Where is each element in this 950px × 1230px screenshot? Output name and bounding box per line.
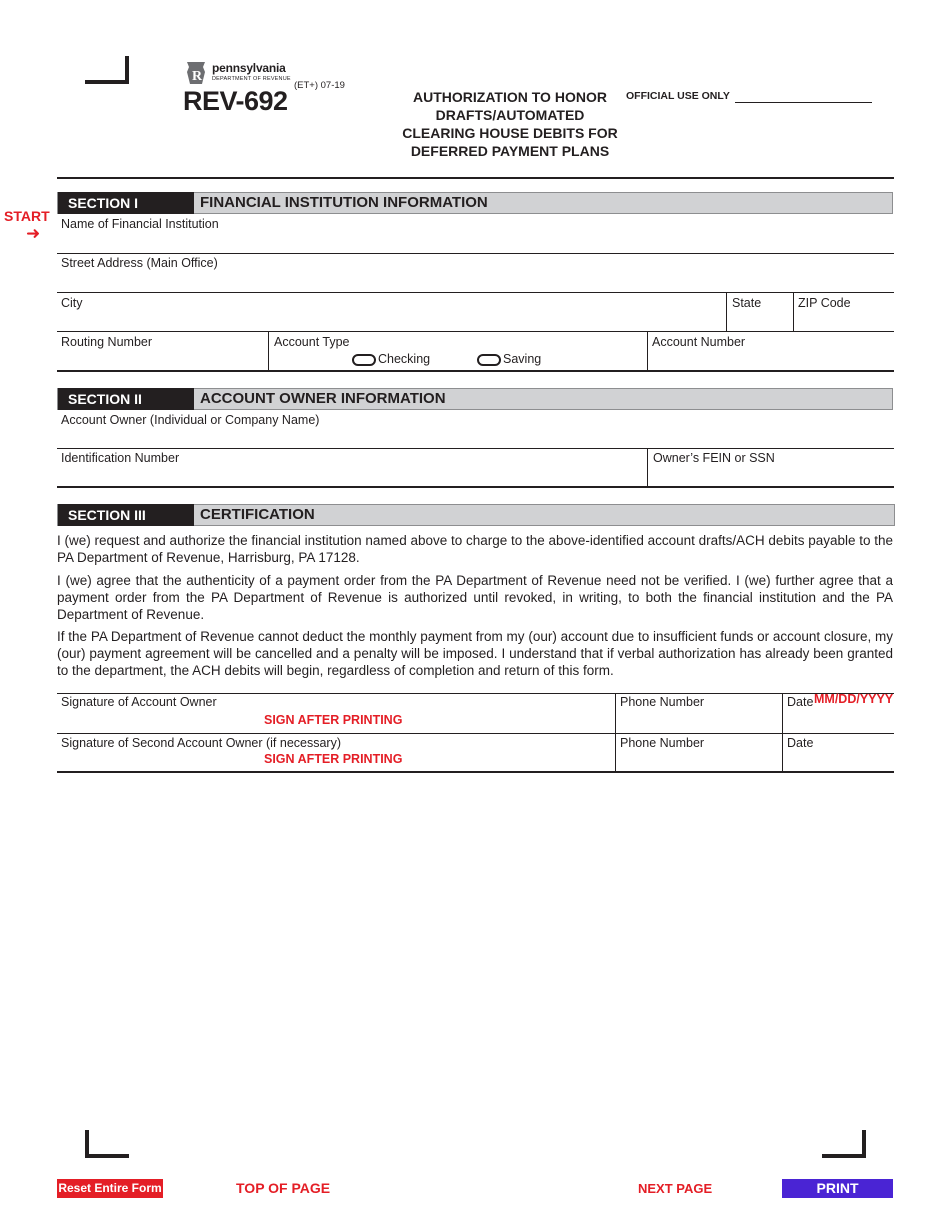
form-version: (ET+) 07-19 xyxy=(294,80,345,91)
fein-ssn-input[interactable] xyxy=(648,466,893,486)
sign-after-printing-note: SIGN AFTER PRINTING xyxy=(264,752,403,766)
title-line: AUTHORIZATION TO HONOR xyxy=(413,89,607,105)
certification-paragraph-2: I (we) agree that the authenticity of a payment order from the PA Department of Revenue need not be verified. I (we) further agree that a payment order from the PA Department of Revenue is authorized until revoked, in writing, to both the financial institution and the PA Department of Revenue. xyxy=(57,573,893,622)
street-address-input[interactable] xyxy=(57,271,893,292)
account-number-input[interactable] xyxy=(648,350,893,370)
city-label: City xyxy=(61,296,83,310)
keystone-icon xyxy=(185,60,207,86)
section-2-header xyxy=(57,388,893,410)
print-button[interactable]: PRINT xyxy=(782,1179,893,1198)
phone-number-input[interactable] xyxy=(616,710,781,732)
saving-radio[interactable] xyxy=(477,354,501,366)
fein-ssn-label: Owner’s FEIN or SSN xyxy=(653,451,775,465)
date-label: Date xyxy=(787,695,814,709)
start-arrow-icon: ➜ xyxy=(26,224,41,243)
divider xyxy=(57,486,894,488)
official-use-label: OFFICIAL USE ONLY xyxy=(626,90,730,102)
identification-number-input[interactable] xyxy=(57,466,647,486)
identification-number-label: Identification Number xyxy=(61,451,180,465)
next-page-link[interactable]: NEXT PAGE xyxy=(638,1181,713,1196)
logo-department: DEPARTMENT OF REVENUE xyxy=(212,76,291,82)
pa-revenue-logo xyxy=(185,60,305,86)
form-title xyxy=(380,88,640,160)
state-input[interactable] xyxy=(727,311,793,331)
top-of-page-link[interactable]: TOP OF PAGE xyxy=(236,1180,331,1196)
checking-option-label: Checking xyxy=(378,352,431,366)
state-label: State xyxy=(732,296,762,310)
divider xyxy=(268,331,269,371)
divider xyxy=(57,771,894,773)
institution-name-label: Name of Financial Institution xyxy=(61,217,219,231)
account-type-label: Account Type xyxy=(274,335,350,349)
section-3-tag: SECTION III xyxy=(58,504,194,526)
date-label-2: Date xyxy=(787,736,814,750)
divider xyxy=(782,693,783,733)
city-input[interactable] xyxy=(57,311,725,331)
date-input-2[interactable] xyxy=(783,750,893,770)
account-number-label: Account Number xyxy=(652,335,746,349)
owner-name-label: Account Owner (Individual or Company Name) xyxy=(61,413,320,427)
section-3-header xyxy=(57,504,895,526)
phone-number-label: Phone Number xyxy=(620,695,705,709)
institution-name-input[interactable] xyxy=(57,232,893,253)
zip-input[interactable] xyxy=(794,311,893,331)
divider xyxy=(57,733,894,734)
signature-second-owner-label: Signature of Second Account Owner (if necessary) xyxy=(61,736,342,750)
registration-mark-top-left xyxy=(85,56,129,84)
phone-number-input-2[interactable] xyxy=(616,750,781,770)
divider xyxy=(57,693,894,694)
official-use-line xyxy=(735,102,872,103)
section-3-title: CERTIFICATION xyxy=(200,506,315,523)
title-line: DEFERRED PAYMENT PLANS xyxy=(410,143,610,159)
divider xyxy=(57,448,894,449)
registration-mark-bottom-left xyxy=(85,1130,129,1158)
section-1-tag: SECTION I xyxy=(58,192,194,214)
saving-option-label: Saving xyxy=(503,352,542,366)
title-line: DRAFTS/AUTOMATED xyxy=(435,107,585,123)
form-number: REV-692 xyxy=(183,86,288,116)
street-address-label: Street Address (Main Office) xyxy=(61,256,218,270)
checking-radio[interactable] xyxy=(352,354,376,366)
svg-text:R: R xyxy=(192,69,203,84)
section-2-title: ACCOUNT OWNER INFORMATION xyxy=(200,390,446,407)
section-1-header xyxy=(57,192,893,214)
header-divider xyxy=(57,177,894,179)
phone-number-label-2: Phone Number xyxy=(620,736,705,750)
divider xyxy=(57,370,894,372)
signature-owner-label: Signature of Account Owner xyxy=(61,695,217,709)
divider xyxy=(57,253,894,254)
certification-paragraph-3: If the PA Department of Revenue cannot deduct the monthly payment from my (our) account due to insufficient funds or account closure, my (our) payment agreement will be cancelled and a penalty will be imposed. I understand that if verbal authorization has already been granted to the department, the ACH debits will begin, regardless of completion and return of this form. xyxy=(57,629,893,678)
sign-after-printing-note: SIGN AFTER PRINTING xyxy=(264,713,403,727)
zip-label: ZIP Code xyxy=(798,296,851,310)
section-1-title: FINANCIAL INSTITUTION INFORMATION xyxy=(200,194,488,211)
routing-number-label: Routing Number xyxy=(61,335,153,349)
certification-paragraph-1: I (we) request and authorize the financial institution named above to charge to the above-identified account drafts/ACH debits payable to the PA Department of Revenue, Harrisburg, PA 17128. xyxy=(57,533,894,565)
divider xyxy=(57,292,894,293)
logo-name: pennsylvania xyxy=(212,61,286,75)
divider xyxy=(57,331,894,332)
start-label: START xyxy=(4,208,50,224)
date-input[interactable]: MM/DD/YYYY xyxy=(814,692,894,706)
owner-name-input[interactable] xyxy=(57,428,893,448)
reset-form-button[interactable]: Reset Entire Form xyxy=(57,1179,163,1198)
section-2-tag: SECTION II xyxy=(58,388,194,410)
routing-number-input[interactable] xyxy=(57,350,268,370)
title-line: CLEARING HOUSE DEBITS FOR xyxy=(402,125,618,141)
registration-mark-bottom-right xyxy=(822,1130,866,1158)
